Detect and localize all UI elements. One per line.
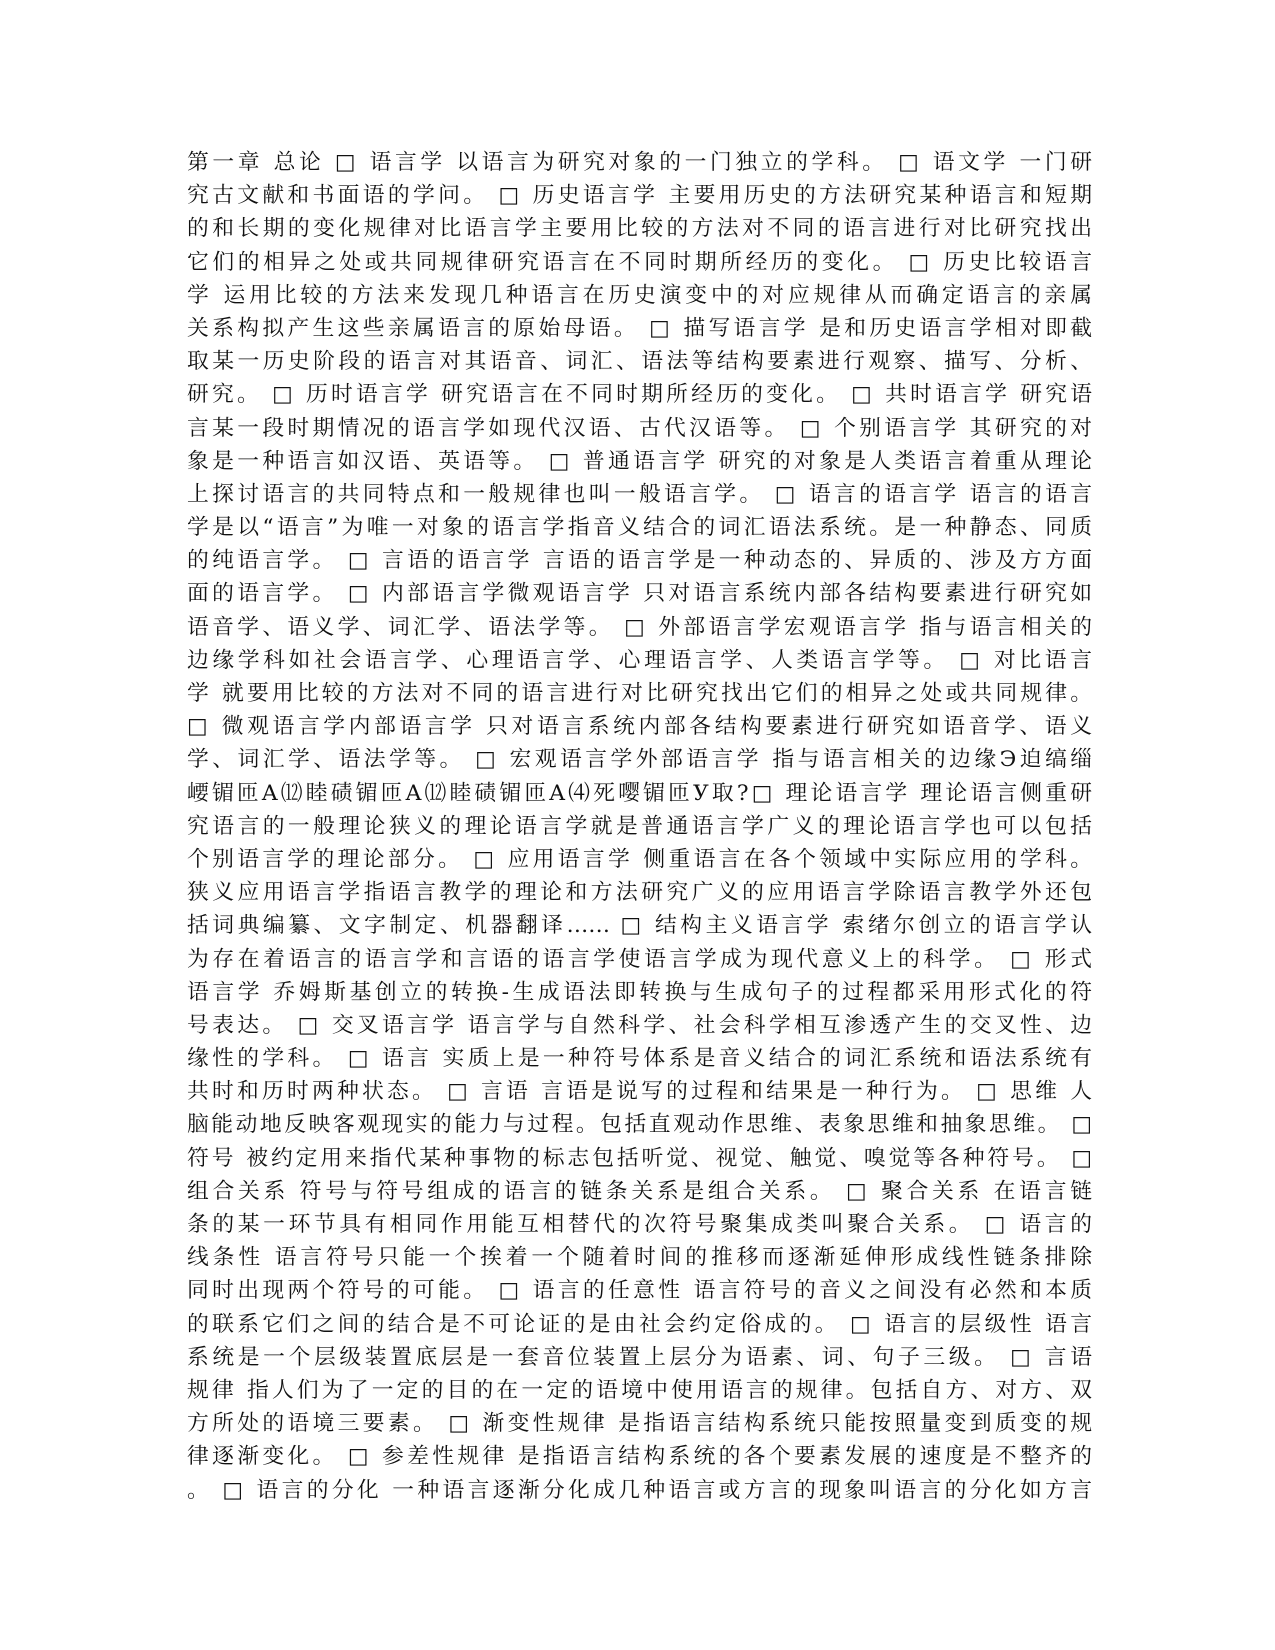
text-line: 系统是一个层级装置底层是一套音位装置上层分为语素、词、句子三级。 □ 言语 (187, 1344, 1092, 1370)
text-line: 面的语言学。 □ 内部语言学微观语言学 只对语言系统内部各结构要素进行研究如 (187, 581, 1092, 607)
text-line: 狭义应用语言学指语言教学的理论和方法研究广义的应用语言学除语言教学外还包 (187, 880, 1092, 906)
text-line: 语音学、语义学、词汇学、语法学等。 □ 外部语言学宏观语言学 指与语言相关的 (187, 614, 1092, 640)
text-line: 脑能动地反映客观现实的能力与过程。包括直观动作思维、表象思维和抽象思维。 □ (187, 1112, 1092, 1138)
text-line: 方所处的语境三要素。 □ 渐变性规律 是指语言结构系统只能按照量变到质变的规 (187, 1411, 1092, 1437)
text-line: 线条性 语言符号只能一个挨着一个随着时间的推移而逐渐延伸形成线性链条排除 (187, 1245, 1092, 1271)
text-line: 号表达。 □ 交叉语言学 语言学与自然科学、社会科学相互渗透产生的交叉性、边 (187, 1012, 1092, 1038)
text-line: 的和长期的变化规律对比语言学主要用比较的方法对不同的语言进行对比研究找出 (187, 216, 1092, 242)
text-line: 学是以“语言”为唯一对象的语言学指音义结合的词汇语法系统。是一种静态、同质 (187, 515, 1092, 541)
text-line: 的联系它们之间的结合是不可论证的是由社会约定俗成的。 □ 语言的层级性 语言 (187, 1311, 1092, 1337)
text-line: 取某一历史阶段的语言对其语音、词汇、语法等结构要素进行观察、描写、分析、 (187, 349, 1092, 375)
text-line: 。 □ 语言的分化 一种语言逐渐分化成几种语言或方言的现象叫语言的分化如方言 (187, 1477, 1092, 1503)
body-text (187, 146, 1092, 1507)
text-line: 律逐渐变化。 □ 参差性规律 是指语言结构系统的各个要素发展的速度是不整齐的 (187, 1444, 1092, 1470)
text-line: 语言学 乔姆斯基创立的转换-生成语法即转换与生成句子的过程都采用形式化的符 (187, 979, 1092, 1005)
text-line: 边缘学科如社会语言学、心理语言学、心理语言学、人类语言学等。 □ 对比语言 (187, 647, 1092, 673)
text-line: 为存在着语言的语言学和言语的语言学使语言学成为现代意义上的科学。 □ 形式 (187, 946, 1092, 972)
text-line: 个别语言学的理论部分。 □ 应用语言学 侧重语言在各个领域中实际应用的学科。 (187, 846, 1092, 872)
text-line: 共时和历时两种状态。 □ 言语 言语是说写的过程和结果是一种行为。 □ 思维 人 (187, 1079, 1092, 1105)
text-line: 关系构拟产生这些亲属语言的原始母语。 □ 描写语言学 是和历史语言学相对即截 (187, 315, 1092, 341)
text-line: 象是一种语言如汉语、英语等。 □ 普通语言学 研究的对象是人类语言着重从理论 (187, 448, 1092, 474)
text-line: 组合关系 符号与符号组成的语言的链条关系是组合关系。 □ 聚合关系 在语言链 (187, 1178, 1092, 1204)
text-line: 崾镅匝A⑿睦碛镅匝A⑿睦碛镅匝A⑷死嘤镅匝У取?□ 理论语言学 理论语言侧重研 (187, 780, 1092, 806)
text-line: 上探讨语言的共同特点和一般规律也叫一般语言学。 □ 语言的语言学 语言的语言 (187, 481, 1092, 507)
text-line: 条的某一环节具有相同作用能互相替代的次符号聚集成类叫聚合关系。 □ 语言的 (187, 1212, 1092, 1237)
text-line: 言某一段时期情况的语言学如现代汉语、古代汉语等。 □ 个别语言学 其研究的对 (187, 415, 1092, 441)
text-line: 缘性的学科。 □ 语言 实质上是一种符号体系是音义结合的词汇系统和语法系统有 (187, 1046, 1092, 1072)
text-line: 研究。 □ 历时语言学 研究语言在不同时期所经历的变化。 □ 共时语言学 研究语 (187, 382, 1092, 408)
text-line: 规律 指人们为了一定的目的在一定的语境中使用语言的规律。包括自方、对方、双 (187, 1377, 1092, 1403)
text-line: 同时出现两个符号的可能。 □ 语言的任意性 语言符号的音义之间没有必然和本质 (187, 1278, 1092, 1304)
text-line: 它们的相异之处或共同规律研究语言在不同时期所经历的变化。 □ 历史比较语言 (187, 249, 1092, 275)
text-line: □ 微观语言学内部语言学 只对语言系统内部各结构要素进行研究如语音学、语义 (187, 714, 1092, 740)
text-line: 括词典编纂、文字制定、机器翻译…… □ 结构主义语言学 索绪尔创立的语言学认 (187, 913, 1092, 939)
text-line: 学 运用比较的方法来发现几种语言在历史演变中的对应规律从而确定语言的亲属 (187, 282, 1092, 308)
text-line: 第一章 总论 □ 语言学 以语言为研究对象的一门独立的学科。 □ 语文学 一门研 (187, 150, 1092, 175)
text-line: 究古文献和书面语的学问。 □ 历史语言学 主要用历史的方法研究某种语言和短期 (187, 183, 1092, 209)
text-line: 学 就要用比较的方法对不同的语言进行对比研究找出它们的相异之处或共同规律。 (187, 681, 1092, 706)
text-line: 究语言的一般理论狭义的理论语言学就是普通语言学广义的理论语言学也可以包括 (187, 813, 1092, 839)
text-line: 学、词汇学、语法学等。 □ 宏观语言学外部语言学 指与语言相关的边缘Э迫缟缁 (187, 747, 1092, 773)
text-line: 的纯语言学。 □ 言语的语言学 言语的语言学是一种动态的、异质的、涉及方方面 (187, 548, 1092, 574)
text-line: 符号 被约定用来指代某种事物的标志包括听觉、视觉、触觉、嗅觉等各种符号。 □ (187, 1145, 1092, 1171)
